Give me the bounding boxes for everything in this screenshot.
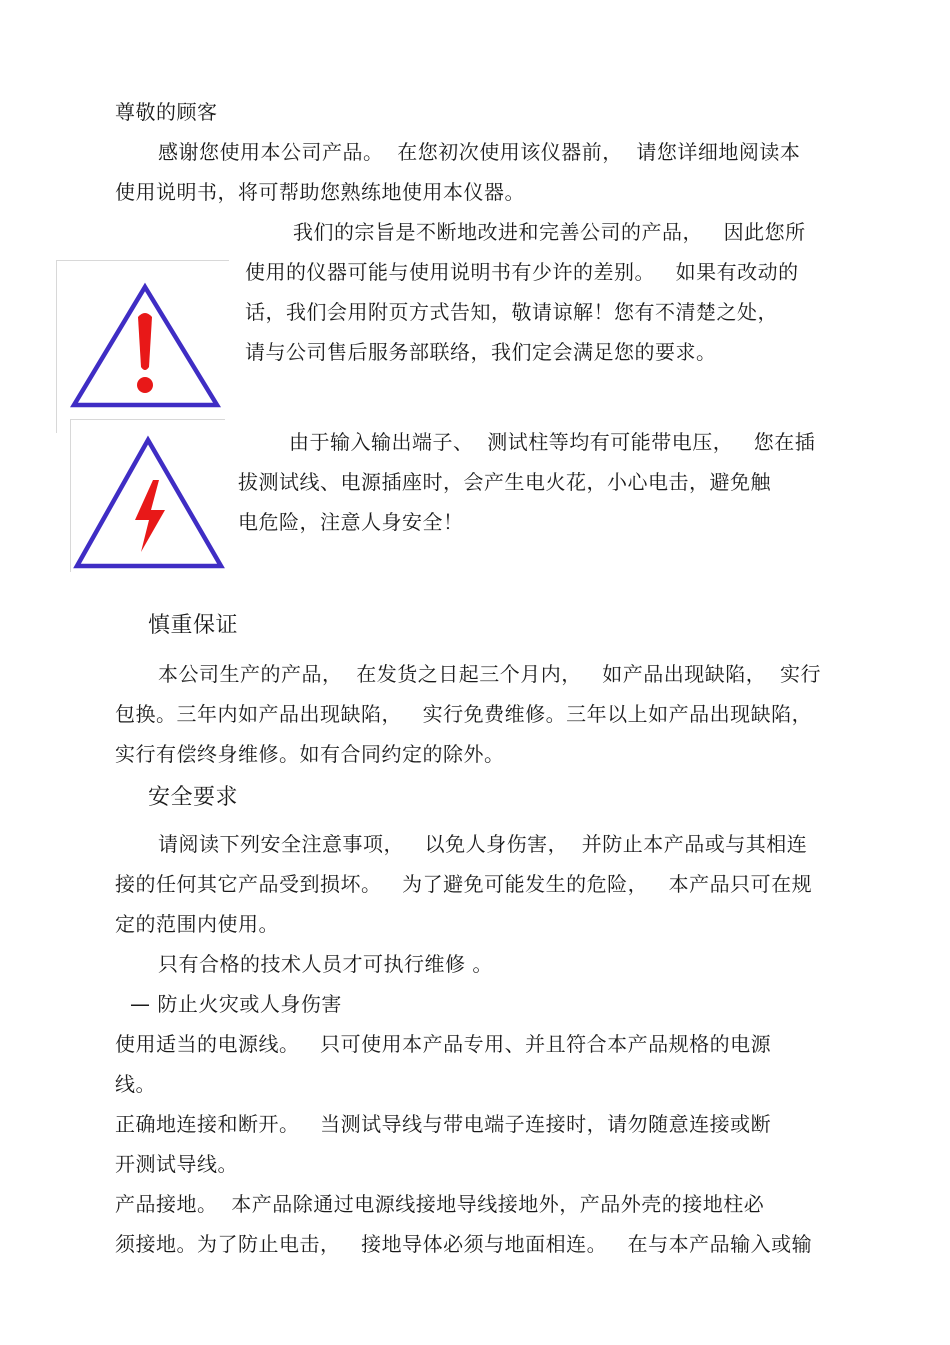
connect-line-1: 正确地连接和断开。 当测试导线与带电端子连接时，请勿随意连接或断 [115, 1112, 772, 1136]
warranty-line-1: 本公司生产的产品， 在发货之日起三个月内， 如产品出现缺陷， 实行 [158, 662, 822, 686]
warranty-line-2: 包换。三年内如产品出现缺陷， 实行免费维修。三年以上如产品出现缺陷， [115, 702, 813, 726]
shock-warning-line-3: 电危险，注意人身安全！ [238, 510, 464, 534]
connect-line-2: 开测试导线。 [115, 1152, 238, 1176]
high-voltage-warning-icon [71, 420, 225, 570]
exclamation-warning-icon [57, 261, 229, 409]
safety-line-2: 接的任何其它产品受到损坏。 为了避免可能发生的危险， 本产品只可在规 [115, 872, 813, 896]
shock-warning-line-2: 拔测试线、电源插座时，会产生电火花，小心电击，避免触 [238, 470, 771, 494]
safety-heading: 安全要求 [148, 785, 239, 810]
power-cord-line-2: 线。 [115, 1072, 156, 1096]
warranty-line-3: 实行有偿终身维修。如有合同约定的除外。 [115, 742, 505, 766]
grounding-line-1: 产品接地。 本产品除通过电源线接地导线接地外，产品外壳的接地柱必 [115, 1192, 765, 1216]
grounding-line-2: 须接地。为了防止电击， 接地导体必须与地面相连。 在与本产品输入或输 [115, 1232, 813, 1256]
warranty-heading: 慎重保证 [148, 613, 239, 638]
shock-warning-line-1: 由于输入输出端子、 测试柱等均有可能带电压， 您在插 [289, 430, 816, 454]
safety-line-1: 请阅读下列安全注意事项， 以免人身伤害， 并防止本产品或与其相连 [158, 832, 808, 856]
safety-line-3: 定的范围内使用。 [115, 912, 279, 936]
notice-line-2: 使用的仪器可能与使用说明书有少许的差别。 如果有改动的 [245, 260, 799, 284]
safety-subheading: — 防止火灾或人身伤害 [130, 992, 342, 1016]
greeting: 尊敬的顾客 [115, 100, 218, 124]
notice-line-4: 请与公司售后服务部联络，我们定会满足您的要求。 [245, 340, 717, 364]
caution-icon-box [56, 260, 229, 433]
intro-line-2: 使用说明书，将可帮助您熟练地使用本仪器。 [115, 180, 525, 204]
shock-icon-box [70, 419, 225, 572]
safety-line-4: 只有合格的技术人员才可执行维修 。 [158, 952, 493, 976]
notice-line-1: 我们的宗旨是不断地改进和完善公司的产品， 因此您所 [293, 220, 806, 244]
power-cord-line-1: 使用适当的电源线。 只可使用本产品专用、并且符合本产品规格的电源 [115, 1032, 772, 1056]
notice-line-3: 话，我们会用附页方式告知，敬请谅解！您有不清楚之处， [245, 300, 778, 324]
intro-line-1: 感谢您使用本公司产品。 在您初次使用该仪器前， 请您详细地阅读本 [158, 140, 801, 164]
